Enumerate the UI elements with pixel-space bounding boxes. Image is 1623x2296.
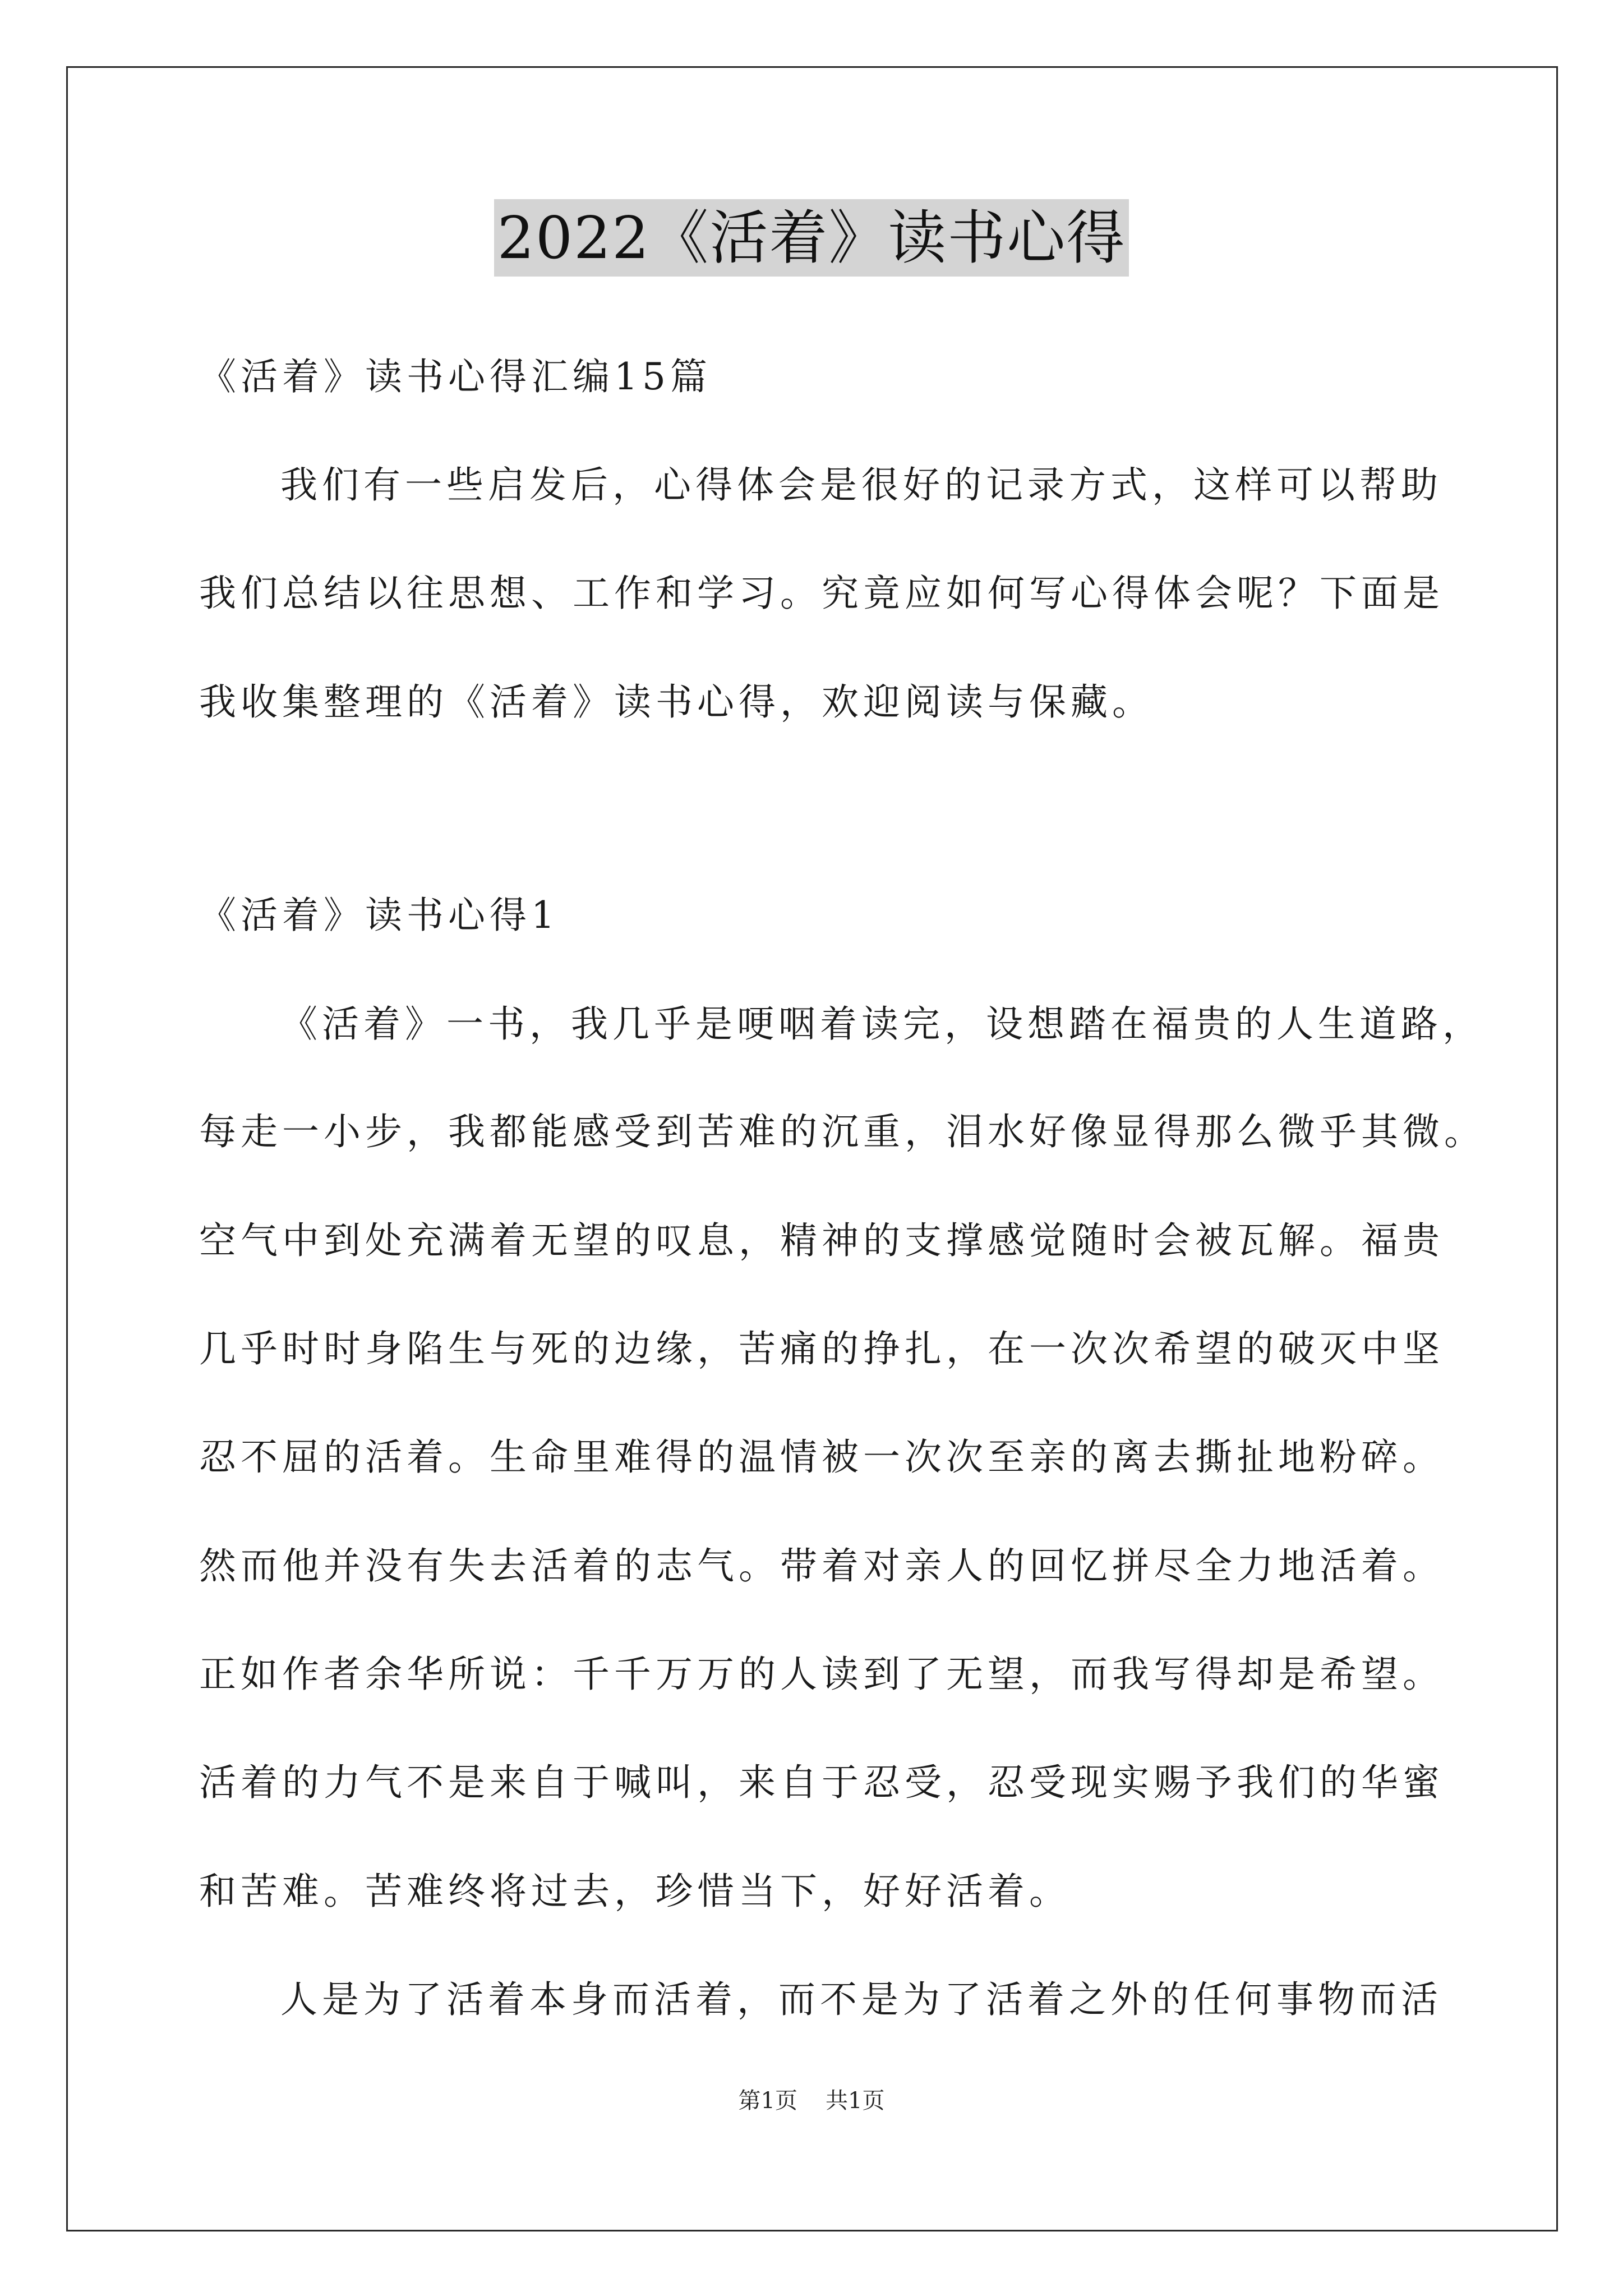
paragraph-line: 空气中到处充满着无望的叹息，精神的支撑感觉随时会被瓦解。福贵 (199, 1219, 1444, 1262)
paragraph-line: 人是为了活着本身而活着，而不是为了活着之外的任何事物而活 (280, 1978, 1442, 2021)
page-total: 共1页 (826, 2088, 885, 2114)
paragraph-line: 和苦难。苦难终将过去，珍惜当下，好好活着。 (199, 1870, 1071, 1913)
paragraph-line: 活着的力气不是来自于喊叫，来自于忍受，忍受现实赐予我们的华蜜 (199, 1761, 1444, 1804)
intro-line: 我们总结以往思想、工作和学习。究竟应如何写心得体会呢？下面是 (199, 572, 1444, 615)
intro-line: 我们有一些启发后，心得体会是很好的记录方式，这样可以帮助 (280, 463, 1442, 507)
paragraph-line: 《活着》一书，我几乎是哽咽着读完，设想踏在福贵的人生道路， (280, 1002, 1484, 1046)
paragraph-line: 正如作者余华所说：千千万万的人读到了无望，而我写得却是希望。 (199, 1653, 1444, 1696)
paragraph-line: 忍不屈的活着。生命里难得的温情被一次次至亲的离去撕扯地粉碎。 (199, 1435, 1444, 1479)
paragraph-line: 然而他并没有失去活着的志气。带着对亲人的回忆拼尽全力地活着。 (199, 1544, 1444, 1588)
paragraph-line: 几乎时时身陷生与死的边缘，苦痛的挣扎，在一次次希望的破灭中坚 (199, 1327, 1444, 1370)
intro-line: 我收集整理的《活着》读书心得，欢迎阅读与保藏。 (199, 680, 1154, 724)
page-footer (0, 2087, 1623, 2115)
section-heading: 《活着》读书心得1 (199, 894, 559, 937)
page-number: 第1页 (738, 2088, 797, 2114)
paragraph-line: 每走一小步，我都能感受到苦难的沉重，泪水好像显得那么微乎其微。 (199, 1110, 1486, 1153)
document-subtitle: 《活着》读书心得汇编15篇 (199, 355, 712, 398)
document-title: 2022《活着》读书心得 (494, 199, 1129, 277)
title-container (0, 199, 1623, 277)
